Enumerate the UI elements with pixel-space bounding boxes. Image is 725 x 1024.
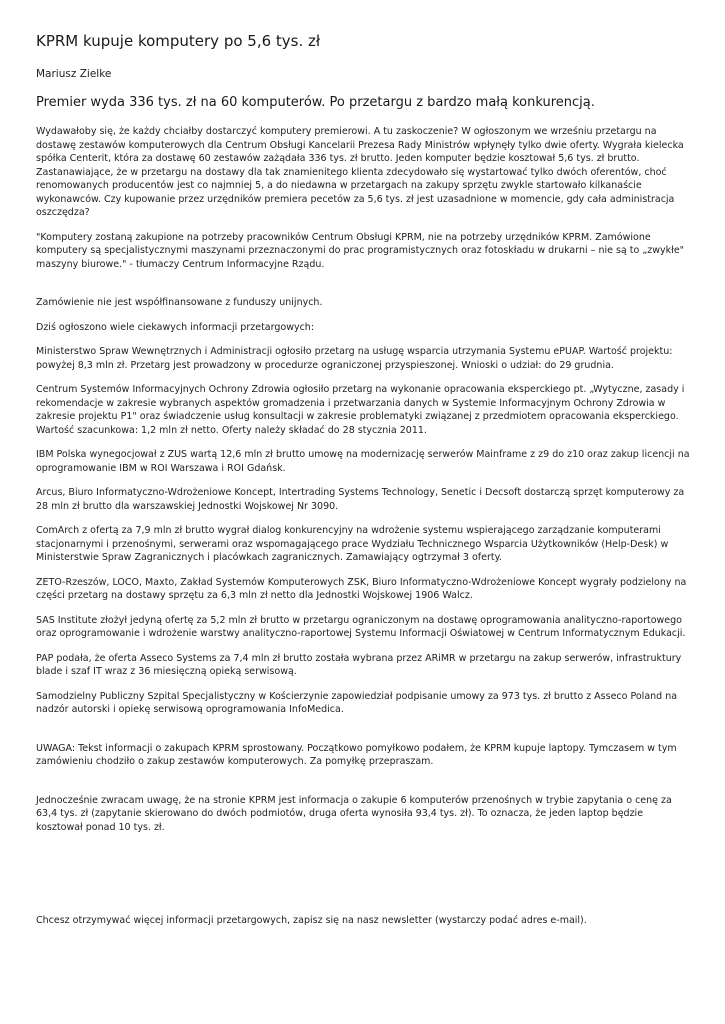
paragraph-mswia: Ministerstwo Spraw Wewnętrznych i Administracji ogłosiło przetarg na usługę wsparcia utrzymania Systemu ePUAP. Wartość projektu: powyżej 8,3 mln zł. Przetarg jest prowadzony w procedurze ograniczonej przyspieszonej. Wnioski o udział: do 29 grudnia.: [36, 346, 673, 371]
paragraph-laptops: Jednocześnie zwracam uwagę, że na stronie KPRM jest informacja o zakupie 6 komputerów przenośnych w trybie zapytania o cenę za 63,4 tys. zł (zapytanie skierowano do dwóch podmiotów, druga oferta wynosiła 93,4 tys. zł). To oznacza, że jeden laptop będzie kosztował ponad 10 tys. zł.: [36, 794, 672, 833]
paragraph-koscierzyna: Samodzielny Publiczny Szpital Specjalistyczny w Kościerzynie zapowiedział podpisanie umowy za 973 tys. zł brutto z Asseco Poland na nadzór autorski i opiekę serwisową oprogramowania InfoMedica.: [36, 690, 678, 715]
paragraph-csioz: Centrum Systemów Informacyjnych Ochrony Zdrowia ogłosiło przetarg na wykonanie opracowania eksperckiego pt. „Wytyczne, zasady i rekomendacje w zakresie wybranych aspektów gromadzenia i przetwarzania danych w Systemie Informacyjnym Ochrony Zdrowia w zakresie projektu P1" oraz świadczenie usług konsultacji w zakresie problematyki związanej z przedmiotem opracowania eksperckiego. Wartość szacunkowa: 1,2 mln zł netto. Oferty należy składać do 28 stycznia 2011.: [36, 384, 685, 436]
paragraph-sas: SAS Institute złożył jedyną ofertę za 5,2 mln zł brutto w przetargu ograniczonym na dostawę oprogramowania analityczno-raportowego oraz oprogramowanie i wdrożenie warstwy analityczno-raportowej Systemu Informacji Oświatowej w Centrum Informatycznym Edukacji.: [36, 614, 686, 639]
paragraph-ibm: IBM Polska wynegocjował z ZUS wartą 12,6 mln zł brutto umowę na modernizację serwerów Mainframe z z9 do z10 oraz zakup licencji na oprogramowanie IBM w ROI Warszawa i ROI Gdańsk.: [36, 449, 690, 474]
paragraph-news-intro: Dziś ogłoszono wiele ciekawych informacji przetargowych:: [36, 321, 315, 333]
paragraph-intro: Wydawałoby się, że każdy chciałby dostarczyć komputery premierowi. A tu zaskoczenie? W ogłoszonym we wrześniu przetargu na dostawę zestawów komputerowych dla Centrum Obsługi Kancelarii Prezesa Rady Ministrów wpłynęły tylko dwie oferty. Wygrała kielecka spółka Centerit, która za dostawę 60 zestawów zażądała 336 tys. zł brutto. Jeden komputer będzie kosztował 5,6 tys. zł brutto. Zastanawiające, że w przetargu na dostawy dla tak znamienitego klienta zdecydowało się wystartować tylko dwóch oferentów, choć renomowanych producentów jest co najmniej 5, a do niedawna w przetargach na zakupy sprzętu zwykle startowało kilkanaście wykonawców. Czy kupowanie przez urzędników premiera pecetów za 5,6 tys. zł jest uzasadnione w momencie, gdy cała administracja oszczędza?: [36, 126, 684, 218]
article-body: [36, 125, 690, 928]
paragraph-zeto: ZETO-Rzeszów, LOCO, Maxto, Zakład Systemów Komputerowych ZSK, Biuro Informatyczno-Wdrożeniowe Koncept wygrały podzielony na części przetarg na dostawy sprzętu za 6,3 mln zł netto dla Jednostki Wojskowej 1906 Walcz.: [36, 576, 687, 601]
paragraph-correction: UWAGA: Tekst informacji o zakupach KPRM sprostowany. Początkowo pomyłkowo podałem, że KPRM kupuje laptopy. Tymczasem w tym zamówieniu chodziło o zakup zestawów komputerowych. Za pomyłkę przepraszam.: [36, 742, 677, 767]
article-author: Mariusz Zielke: [36, 68, 112, 80]
article-lead: Premier wyda 336 tys. zł na 60 komputerów. Po przetargu z bardzo małą konkurencją.: [36, 95, 595, 110]
paragraph-pap: PAP podała, że oferta Asseco Systems za 7,4 mln zł brutto została wybrana przez ARiMR w przetargu na zakup serwerów, infrastruktury blade i szaf IT wraz z 36 miesięczną opieką serwisową.: [36, 652, 682, 677]
paragraph-arcus: Arcus, Biuro Informatyczno-Wdrożeniowe Koncept, Intertrading Systems Technology, Senetic i Decsoft dostarczą sprzęt komputerowy za 28 mln zł brutto dla warszawskiej Jednostki Wojskowej Nr 3090.: [36, 487, 685, 512]
paragraph-newsletter: Chcesz otrzymywać więcej informacji przetargowych, zapisz się na nasz newsletter (wystarczy podać adres e-mail).: [36, 915, 587, 926]
article-title: KPRM kupuje komputery po 5,6 tys. zł: [36, 32, 321, 50]
paragraph-eu-funding: Zamówienie nie jest współfinansowane z funduszy unijnych.: [36, 297, 323, 308]
paragraph-comarch: ComArch z ofertą za 7,9 mln zł brutto wygrał dialog konkurencyjny na wdrożenie systemu wspierającego zarządzanie komputerami stacjonarnymi i przenośnymi, serwerami oraz wspomagającego prace Wydziału Technicznego Wsparcia Użytkowników (Help-Desk) w Ministerstwie Spraw Zagranicznych i placówkach zagranicznych. Zamawiający ogtrzymał 3 oferty.: [36, 525, 669, 563]
paragraph-quote: "Komputery zostaną zakupione na potrzeby pracowników Centrum Obsługi KPRM, nie na potrzeby urzędników KPRM. Zamówione komputery są specjalistycznymi maszynami przeznaczonymi do prac programistycznych oraz fotoskładu w drukarni – nie są to „zwykłe" maszyny biurowe." - tłumaczy Centrum Informacyjne Rządu.: [36, 231, 685, 270]
